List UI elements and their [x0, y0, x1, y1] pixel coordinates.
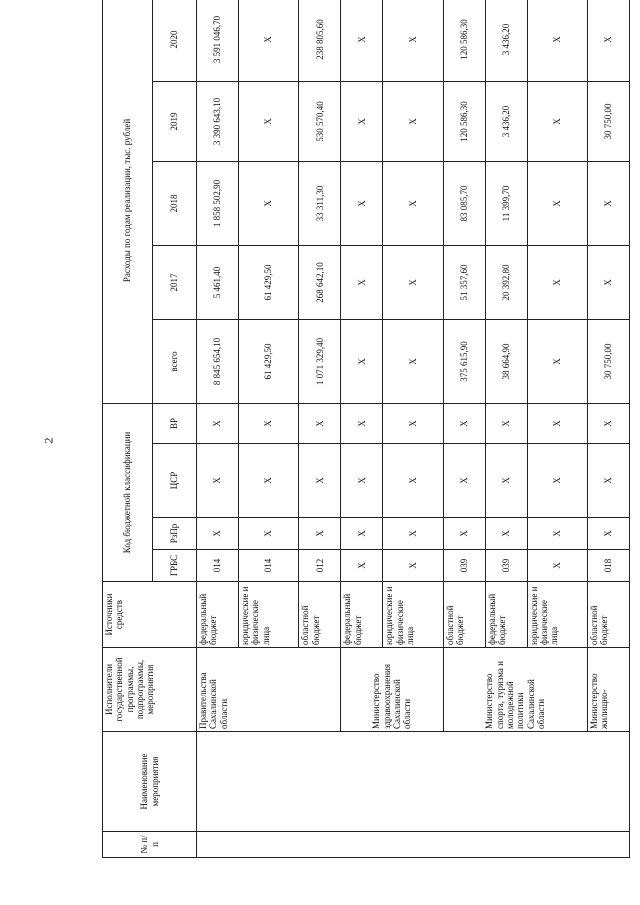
cell-total: 30 750,00: [587, 319, 629, 403]
cell-2018: Х: [527, 161, 587, 245]
cell-2020: Х: [527, 0, 587, 81]
cell-vr: Х: [587, 403, 629, 443]
cell-csr: Х: [341, 444, 383, 518]
header-executor: Исполнители государственной программы, подпрограммы, мероприятия: [103, 648, 197, 732]
cell-source: областной бюджет: [443, 582, 485, 648]
table-row: [197, 0, 239, 858]
cell-2019: Х: [341, 81, 383, 161]
cell-2019: 3 390 643,10: [197, 81, 239, 161]
cell-vr: Х: [341, 403, 383, 443]
cell-2017: 51 357,60: [443, 245, 485, 319]
cell-vr: Х: [383, 403, 443, 443]
cell-2018: Х: [383, 161, 443, 245]
cell-executor: Министерство здравоохранения Сахалинской области: [341, 648, 443, 732]
cell-2020: Х: [587, 0, 629, 81]
cell-2020: 3 436,20: [485, 0, 527, 81]
cell-num: [197, 832, 630, 858]
cell-source: федеральный бюджет: [485, 582, 527, 648]
cell-grbs: 018: [587, 550, 629, 582]
cell-grbs: 012: [299, 550, 341, 582]
cell-grbs: Х: [383, 550, 443, 582]
header-sources: Источники средств: [103, 582, 197, 648]
cell-vr: Х: [197, 403, 239, 443]
cell-total: Х: [527, 319, 587, 403]
header-name: Наименование мероприятия: [103, 732, 197, 832]
cell-2017: 5 461,40: [197, 245, 239, 319]
cell-vr: Х: [238, 403, 298, 443]
cell-total: 8 845 654,10: [197, 319, 239, 403]
cell-executor: Правительства Сахалинской области: [197, 648, 341, 732]
cell-executor: Министерство жилищно-: [587, 648, 629, 732]
cell-total: 38 664,90: [485, 319, 527, 403]
cell-grbs: 014: [238, 550, 298, 582]
cell-name: [197, 732, 630, 832]
cell-rzpr: Х: [587, 518, 629, 550]
table-row: [443, 0, 485, 858]
header-2018: 2018: [153, 161, 197, 245]
cell-2020: Х: [383, 0, 443, 81]
header-csr: ЦСР: [153, 444, 197, 518]
cell-source: областной бюджет: [299, 582, 341, 648]
header-total: всего: [153, 319, 197, 403]
cell-rzpr: Х: [238, 518, 298, 550]
cell-rzpr: Х: [341, 518, 383, 550]
cell-2020: 120 586,30: [443, 0, 485, 81]
cell-2018: 33 311,30: [299, 161, 341, 245]
cell-2019: 3 436,20: [485, 81, 527, 161]
cell-csr: Х: [197, 444, 239, 518]
header-vr: ВР: [153, 403, 197, 443]
cell-total: 61 429,50: [238, 319, 298, 403]
cell-2019: 120 586,30: [443, 81, 485, 161]
cell-2017: Х: [341, 245, 383, 319]
header-2019: 2019: [153, 81, 197, 161]
cell-2017: 268 642,10: [299, 245, 341, 319]
cell-2018: 83 085,70: [443, 161, 485, 245]
cell-rzpr: Х: [485, 518, 527, 550]
cell-csr: Х: [527, 444, 587, 518]
cell-2018: 1 858 502,90: [197, 161, 239, 245]
cell-source: областной бюджет: [587, 582, 629, 648]
table-row: [341, 0, 383, 858]
cell-executor: Министерство спорта, туризма и молодежной политики Сахалинской области: [443, 648, 587, 732]
page-number: 2: [41, 437, 56, 444]
cell-source: юридические и физические лица: [383, 582, 443, 648]
cell-vr: Х: [527, 403, 587, 443]
cell-total: 375 615,90: [443, 319, 485, 403]
cell-vr: Х: [485, 403, 527, 443]
cell-2019: Х: [383, 81, 443, 161]
cell-2019: 530 570,40: [299, 81, 341, 161]
cell-total: Х: [341, 319, 383, 403]
cell-csr: Х: [238, 444, 298, 518]
cell-2017: 20 392,80: [485, 245, 527, 319]
header-expenses: Расходы по годам реализации, тыс. рублей: [103, 0, 153, 403]
cell-2020: 3 591 046,70: [197, 0, 239, 81]
cell-source: федеральный бюджет: [341, 582, 383, 648]
cell-csr: Х: [485, 444, 527, 518]
cell-2017: Х: [587, 245, 629, 319]
cell-rzpr: Х: [443, 518, 485, 550]
header-num: № п/п: [103, 832, 197, 858]
header-2020: 2020: [153, 0, 197, 81]
cell-vr: Х: [443, 403, 485, 443]
header-2017: 2017: [153, 245, 197, 319]
cell-2019: Х: [527, 81, 587, 161]
cell-2019: Х: [238, 81, 298, 161]
cell-grbs: Х: [341, 550, 383, 582]
cell-csr: Х: [299, 444, 341, 518]
header-grbs: ГРБС: [153, 550, 197, 582]
cell-csr: Х: [587, 444, 629, 518]
cell-rzpr: Х: [299, 518, 341, 550]
cell-total: Х: [383, 319, 443, 403]
cell-source: юридические и физические лица: [238, 582, 298, 648]
cell-2018: Х: [341, 161, 383, 245]
cell-2017: Х: [383, 245, 443, 319]
cell-2018: Х: [238, 161, 298, 245]
cell-grbs: 039: [485, 550, 527, 582]
cell-source: юридические и физические лица: [527, 582, 587, 648]
cell-total: 1 071 329,40: [299, 319, 341, 403]
header-budget-code: Код бюджетной классификации: [103, 403, 153, 581]
cell-2020: Х: [341, 0, 383, 81]
cell-2018: 11 399,70: [485, 161, 527, 245]
budget-table-sheet: [102, 15, 630, 858]
cell-grbs: 014: [197, 550, 239, 582]
cell-rzpr: Х: [383, 518, 443, 550]
cell-rzpr: Х: [197, 518, 239, 550]
budget-table: [102, 0, 630, 858]
cell-vr: Х: [299, 403, 341, 443]
table-row: [587, 0, 629, 858]
header-rzpr: РзПр: [153, 518, 197, 550]
cell-2019: 30 750,00: [587, 81, 629, 161]
cell-2017: 61 429,50: [238, 245, 298, 319]
cell-2020: Х: [238, 0, 298, 81]
cell-source: федеральный бюджет: [197, 582, 239, 648]
cell-grbs: 039: [443, 550, 485, 582]
cell-2017: Х: [527, 245, 587, 319]
cell-csr: Х: [443, 444, 485, 518]
cell-2020: 238 805,60: [299, 0, 341, 81]
cell-grbs: Х: [527, 550, 587, 582]
cell-csr: Х: [383, 444, 443, 518]
cell-rzpr: Х: [527, 518, 587, 550]
cell-2018: Х: [587, 161, 629, 245]
